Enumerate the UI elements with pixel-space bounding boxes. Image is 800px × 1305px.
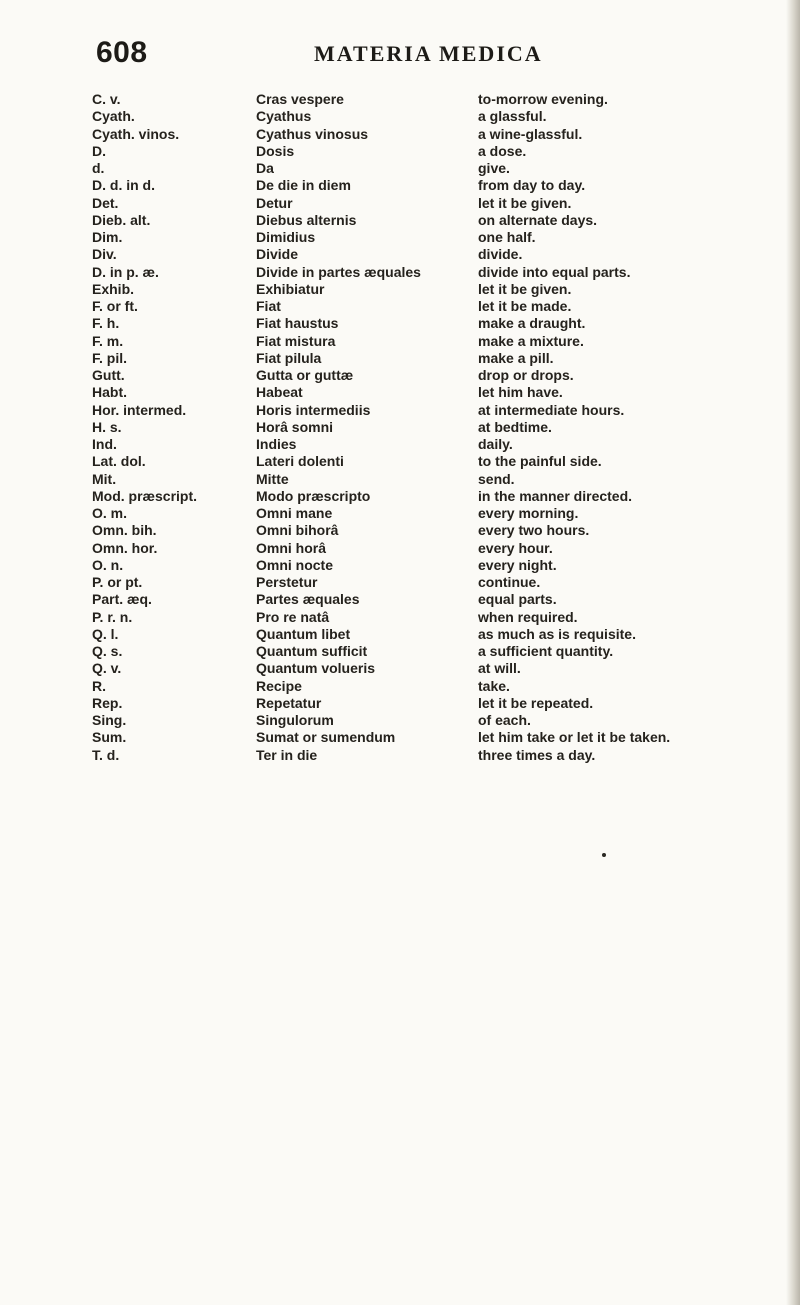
english-meaning-cell: on alternate days. — [478, 211, 598, 228]
table-row — [92, 384, 792, 401]
abbreviation-cell: Mod. præscript. — [92, 487, 198, 504]
table-row — [92, 609, 792, 626]
english-meaning-cell: at bedtime. — [478, 418, 552, 435]
english-meaning-cell: every two hours. — [478, 522, 590, 539]
english-meaning-cell: a sufficient quantity. — [478, 643, 614, 659]
english-meaning-cell: to-morrow evening. — [478, 91, 608, 107]
latin-term-cell: Exhibiatur — [256, 280, 325, 297]
abbreviation-cell: R. — [92, 677, 106, 694]
table-row — [92, 471, 792, 488]
latin-term-cell: Indies — [256, 436, 297, 452]
table-row — [92, 574, 792, 591]
abbreviation-cell: P. or pt. — [92, 574, 143, 590]
latin-term-cell: Habeat — [256, 384, 303, 401]
latin-term-cell: Cyathus vinosus — [256, 125, 369, 142]
abbreviation-cell: F. h. — [92, 315, 120, 332]
latin-term-cell: Gutta or guttæ — [256, 367, 354, 383]
table-row — [92, 229, 792, 246]
latin-term-cell: Mitte — [256, 470, 289, 487]
latin-term-cell: Pro re natâ — [256, 608, 330, 625]
table-row — [92, 195, 792, 212]
latin-term-cell: Dosis — [256, 142, 295, 159]
table-row — [92, 298, 792, 315]
table-row — [92, 143, 792, 160]
english-meaning-cell: in the manner directed. — [478, 487, 633, 504]
table-row — [92, 747, 792, 764]
latin-term-cell: Omni mane — [256, 505, 333, 521]
abbreviation-cell: Q. v. — [92, 660, 122, 677]
latin-term-cell: Modo præscripto — [256, 487, 371, 504]
latin-term-cell: Cyathus — [256, 108, 312, 125]
abbreviation-cell: d. — [92, 160, 105, 176]
table-row — [92, 453, 792, 470]
english-meaning-cell: a glassful. — [478, 108, 547, 125]
english-meaning-cell: let it be given. — [478, 280, 572, 297]
table-row — [92, 246, 792, 263]
table-row — [92, 333, 792, 350]
abbreviation-cell: Habt. — [92, 384, 127, 401]
abbreviation-cell: D. in p. æ. — [92, 263, 159, 280]
english-meaning-cell: a wine-glassful. — [478, 125, 583, 142]
latin-term-cell: Fiat pilula — [256, 349, 322, 366]
abbreviation-cell: Det. — [92, 194, 119, 211]
latin-term-cell: Diebus alternis — [256, 211, 357, 228]
table-row — [92, 212, 792, 229]
latin-term-cell: Quantum libet — [256, 625, 351, 642]
abbreviations-table — [92, 91, 792, 764]
english-meaning-cell: at will. — [478, 660, 521, 677]
table-row — [92, 522, 792, 539]
table-row — [92, 436, 792, 453]
table-row — [92, 177, 792, 194]
table-row — [92, 643, 792, 660]
abbreviation-cell: Omn. bih. — [92, 522, 157, 539]
english-meaning-cell: let it be given. — [478, 194, 572, 211]
table-row — [92, 729, 792, 746]
latin-term-cell: Singulorum — [256, 712, 334, 728]
table-row — [92, 712, 792, 729]
table-row — [92, 264, 792, 281]
abbreviation-cell: Lat. dol. — [92, 453, 146, 470]
table-row — [92, 126, 792, 143]
table-row — [92, 350, 792, 367]
ink-speck — [602, 853, 606, 857]
latin-term-cell: Quantum volueris — [256, 660, 376, 677]
english-meaning-cell: take. — [478, 677, 510, 694]
english-meaning-cell: every morning. — [478, 505, 579, 521]
english-meaning-cell: give. — [478, 160, 510, 176]
table-row — [92, 488, 792, 505]
table-row — [92, 695, 792, 712]
abbreviation-cell: Cyath. vinos. — [92, 125, 180, 142]
english-meaning-cell: from day to day. — [478, 177, 586, 194]
abbreviation-cell: C. v. — [92, 91, 121, 107]
latin-term-cell: Omni bihorâ — [256, 522, 339, 539]
english-meaning-cell: divide into equal parts. — [478, 263, 631, 280]
latin-term-cell: Divide in partes æquales — [256, 263, 421, 280]
abbreviation-cell: F. m. — [92, 332, 124, 349]
abbreviation-cell: F. pil. — [92, 349, 127, 366]
running-head: MATERIA MEDICA — [314, 41, 543, 66]
english-meaning-cell: every hour. — [478, 539, 553, 556]
latin-term-cell: Ter in die — [256, 746, 318, 763]
latin-term-cell: Detur — [256, 194, 293, 211]
abbreviation-cell: Part. æq. — [92, 591, 152, 608]
abbreviation-cell: Q. s. — [92, 643, 123, 659]
latin-term-cell: Da — [256, 160, 274, 176]
latin-term-cell: Repetatur — [256, 694, 322, 711]
abbreviation-cell: Dieb. alt. — [92, 211, 151, 228]
latin-term-cell: Horis intermediis — [256, 401, 371, 418]
latin-term-cell: Horâ somni — [256, 418, 334, 435]
abbreviation-cell: P. r. n. — [92, 608, 133, 625]
english-meaning-cell: drop or drops. — [478, 367, 574, 383]
latin-term-cell: Cras vespere — [256, 91, 344, 107]
table-row — [92, 160, 792, 177]
english-meaning-cell: equal parts. — [478, 591, 557, 608]
page-header — [96, 36, 656, 76]
abbreviation-cell: Sing. — [92, 712, 127, 728]
english-meaning-cell: as much as is requisite. — [478, 625, 636, 642]
abbreviation-cell: Sum. — [92, 729, 127, 746]
english-meaning-cell: let him have. — [478, 384, 563, 401]
latin-term-cell: Partes æquales — [256, 591, 360, 608]
abbreviation-cell: D. d. in d. — [92, 177, 155, 194]
latin-term-cell: Perstetur — [256, 574, 318, 590]
abbreviation-cell: Rep. — [92, 694, 123, 711]
page-number: 608 — [96, 36, 148, 69]
english-meaning-cell: at intermediate hours. — [478, 401, 625, 418]
latin-term-cell: Fiat — [256, 298, 281, 314]
table-row — [92, 419, 792, 436]
english-meaning-cell: let it be made. — [478, 298, 572, 314]
english-meaning-cell: send. — [478, 470, 515, 487]
abbreviation-cell: O. n. — [92, 556, 124, 573]
abbreviation-cell: Mit. — [92, 470, 117, 487]
table-row — [92, 367, 792, 384]
table-row — [92, 591, 792, 608]
english-meaning-cell: make a mixture. — [478, 332, 584, 349]
abbreviation-cell: Dim. — [92, 229, 123, 245]
latin-term-cell: Lateri dolenti — [256, 453, 344, 470]
table-row — [92, 626, 792, 643]
table-row — [92, 660, 792, 677]
english-meaning-cell: let it be repeated. — [478, 694, 594, 711]
abbreviation-cell: F. or ft. — [92, 298, 138, 314]
abbreviation-cell: Exhib. — [92, 280, 135, 297]
latin-term-cell: Dimidius — [256, 229, 316, 245]
table-row — [92, 315, 792, 332]
abbreviation-cell: Div. — [92, 246, 117, 263]
latin-term-cell: Quantum sufficit — [256, 643, 368, 659]
english-meaning-cell: every night. — [478, 556, 557, 573]
abbreviation-cell: Gutt. — [92, 367, 125, 383]
table-row — [92, 540, 792, 557]
english-meaning-cell: divide. — [478, 246, 523, 263]
latin-term-cell: Divide — [256, 246, 299, 263]
english-meaning-cell: daily. — [478, 436, 513, 452]
latin-term-cell: De die in diem — [256, 177, 351, 194]
english-meaning-cell: make a draught. — [478, 315, 586, 332]
latin-term-cell: Sumat or sumendum — [256, 729, 396, 746]
table-row — [92, 281, 792, 298]
abbreviation-cell: Hor. intermed. — [92, 401, 187, 418]
table-row — [92, 678, 792, 695]
latin-term-cell: Recipe — [256, 677, 302, 694]
abbreviation-cell: Cyath. — [92, 108, 135, 125]
latin-term-cell: Fiat mistura — [256, 332, 336, 349]
table-row — [92, 505, 792, 522]
english-meaning-cell: when required. — [478, 608, 578, 625]
table-row — [92, 108, 792, 125]
abbreviation-cell: Ind. — [92, 436, 117, 452]
table-row — [92, 557, 792, 574]
latin-term-cell: Omni nocte — [256, 556, 334, 573]
abbreviation-cell: Q. l. — [92, 625, 119, 642]
english-meaning-cell: a dose. — [478, 142, 527, 159]
english-meaning-cell: to the painful side. — [478, 453, 602, 470]
table-row — [92, 91, 792, 108]
english-meaning-cell: continue. — [478, 574, 541, 590]
english-meaning-cell: of each. — [478, 712, 531, 728]
abbreviation-cell: H. s. — [92, 418, 122, 435]
table-row — [92, 402, 792, 419]
abbreviation-cell: D. — [92, 142, 106, 159]
abbreviation-cell: T. d. — [92, 746, 120, 763]
english-meaning-cell: let him take or let it be taken. — [478, 729, 671, 746]
abbreviation-cell: Omn. hor. — [92, 539, 158, 556]
latin-term-cell: Fiat haustus — [256, 315, 339, 332]
english-meaning-cell: three times a day. — [478, 746, 596, 763]
abbreviation-cell: O. m. — [92, 505, 128, 521]
latin-term-cell: Omni horâ — [256, 539, 327, 556]
english-meaning-cell: make a pill. — [478, 349, 554, 366]
english-meaning-cell: one half. — [478, 229, 536, 245]
